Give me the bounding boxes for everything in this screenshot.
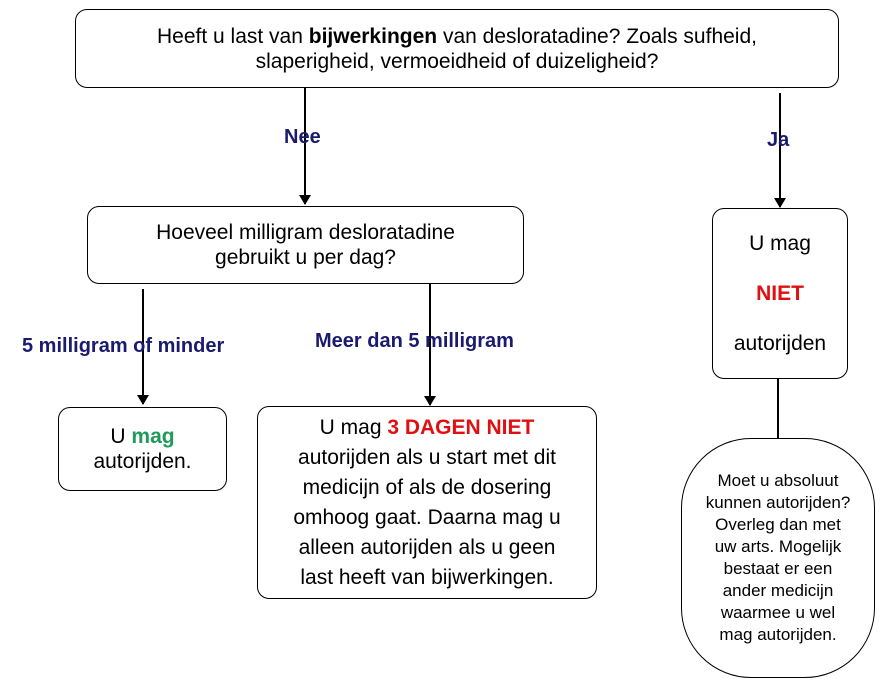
edge-label-ja: Ja bbox=[767, 129, 790, 151]
advice-line3: Overleg dan met bbox=[715, 515, 841, 534]
edge-label-low-dose: 5 milligram of minder bbox=[22, 335, 225, 357]
question-dose-line1: Hoeveel milligram desloratadine bbox=[156, 221, 455, 244]
advice-line1: Moet u absoluut bbox=[717, 471, 839, 490]
outcome-3-dagen-line2: autorijden als u start met dit bbox=[298, 445, 556, 469]
outcome-mag-autorijden bbox=[58, 407, 227, 491]
outcome-niet-line3: autorijden bbox=[733, 331, 827, 355]
outcome-3-dagen-line5: alleen autorijden als u geen bbox=[298, 535, 556, 559]
outcome-3-dagen-line6: last heeft van bijwerkingen. bbox=[300, 565, 554, 589]
outcome-3-dagen-line4: omhoog gaat. Daarna mag u bbox=[293, 505, 561, 529]
outcome-niet-line1: U mag bbox=[749, 232, 811, 256]
outcome-mag-line2: autorijden. bbox=[93, 450, 192, 473]
outcome-3-dagen-line1: U mag 3 DAGEN NIET bbox=[319, 415, 535, 439]
question-side-effects-line2: slaperigheid, vermoeidheid of duizeligheid? bbox=[255, 49, 659, 73]
bijwerkingen-emphasis: bijwerkingen bbox=[308, 24, 438, 48]
3-dagen-niet-highlight: 3 DAGEN NIET bbox=[387, 415, 535, 439]
question-side-effects bbox=[75, 9, 839, 88]
advice-line8: mag autorijden. bbox=[719, 625, 837, 644]
edge-label-nee: Nee bbox=[284, 126, 321, 148]
advice-bubble bbox=[681, 438, 875, 678]
advice-line5: bestaat er een bbox=[723, 559, 833, 578]
outcome-3-dagen-line3: medicijn of als de dosering bbox=[302, 475, 552, 499]
outcome-mag-line1: U mag bbox=[110, 425, 175, 448]
question-side-effects-line1: Heeft u last van bijwerkingen van desloratadine? Zoals sufheid, bbox=[157, 24, 757, 48]
niet-highlight: NIET bbox=[756, 281, 804, 305]
advice-line6: ander medicijn bbox=[722, 581, 834, 600]
edge-label-high-dose: Meer dan 5 milligram bbox=[315, 330, 514, 352]
mag-highlight: mag bbox=[131, 425, 175, 448]
outcome-3-dagen-niet bbox=[257, 406, 597, 599]
advice-line2: kunnen autorijden? bbox=[705, 493, 851, 512]
advice-line7: waarmee u wel bbox=[720, 603, 836, 622]
question-dose bbox=[87, 206, 524, 284]
advice-line4: uw arts. Mogelijk bbox=[714, 537, 842, 556]
outcome-niet-autorijden bbox=[712, 208, 848, 379]
question-dose-line2: gebruikt u per dag? bbox=[215, 246, 396, 269]
